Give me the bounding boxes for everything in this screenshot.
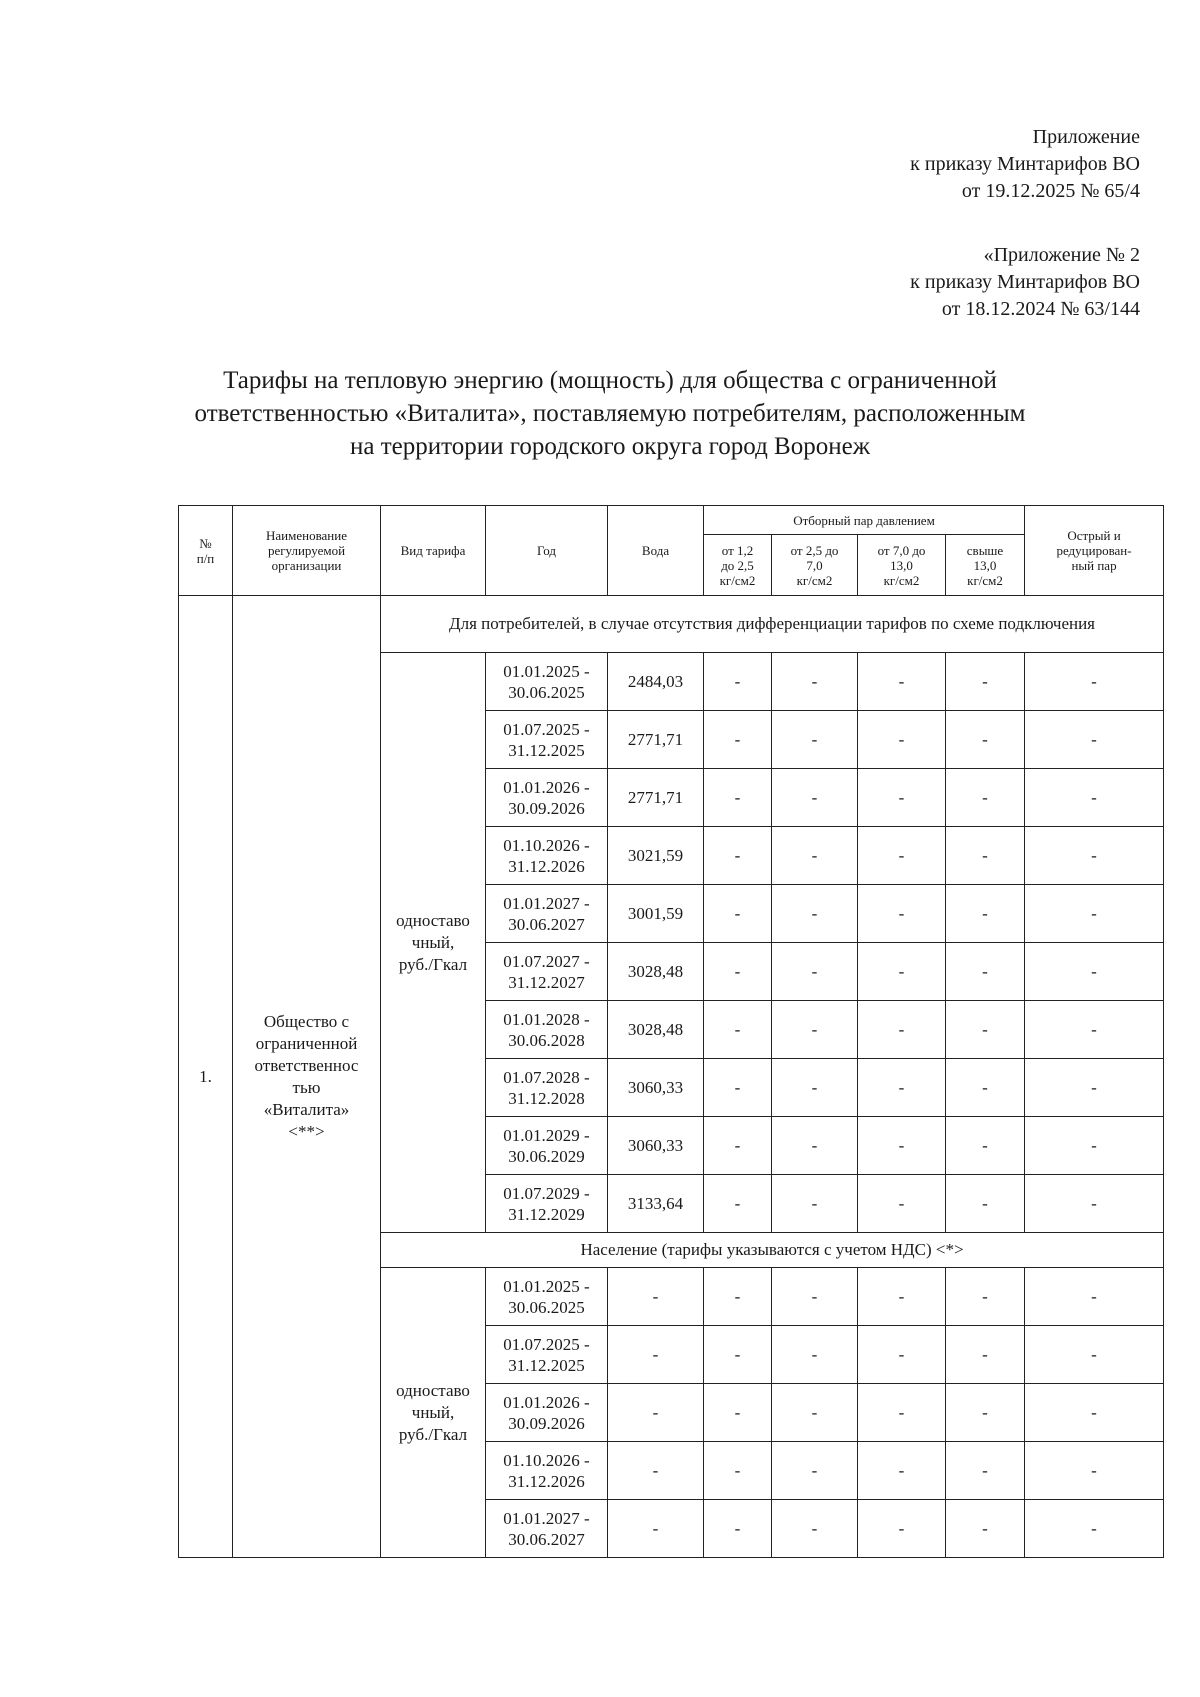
steam-tariff-cell: - [858, 1268, 946, 1326]
period-cell: 01.01.2025 - 30.06.2025 [486, 653, 608, 711]
steam-tariff-cell: - [946, 943, 1025, 1001]
steam-tariff-cell: - [1025, 885, 1164, 943]
steam-tariff-cell: - [1025, 827, 1164, 885]
steam-tariff-cell: - [946, 827, 1025, 885]
steam-tariff-cell: - [858, 1175, 946, 1233]
appendix-line: от 18.12.2024 № 63/144 [941, 298, 1140, 320]
steam-tariff-cell: - [772, 1268, 858, 1326]
steam-tariff-cell: - [704, 653, 772, 711]
period-cell: 01.01.2027 - 30.06.2027 [486, 1500, 608, 1558]
steam-tariff-cell: - [704, 1268, 772, 1326]
steam-tariff-cell: - [772, 711, 858, 769]
period-cell: 01.07.2029 - 31.12.2029 [486, 1175, 608, 1233]
steam-tariff-cell: - [858, 1117, 946, 1175]
steam-tariff-cell: - [772, 1059, 858, 1117]
organization-name: Общество с ограниченной ответственнос тью «Виталита» <**> [233, 596, 381, 1558]
steam-tariff-cell: - [772, 827, 858, 885]
water-tariff-cell: 3021,59 [608, 827, 704, 885]
steam-tariff-cell: - [772, 1442, 858, 1500]
appendix-reference-current [910, 124, 1140, 205]
appendix-reference-original [910, 242, 1140, 323]
steam-tariff-cell: - [1025, 1001, 1164, 1059]
title-line: на территории городского округа город Воронеж [350, 433, 870, 460]
steam-tariff-cell: - [704, 943, 772, 1001]
steam-tariff-cell: - [1025, 1442, 1164, 1500]
water-tariff-cell: 2484,03 [608, 653, 704, 711]
steam-tariff-cell: - [704, 1500, 772, 1558]
steam-tariff-cell: - [1025, 653, 1164, 711]
steam-tariff-cell: - [946, 1442, 1025, 1500]
steam-tariff-cell: - [946, 1059, 1025, 1117]
water-tariff-cell: - [608, 1326, 704, 1384]
water-tariff-cell: 2771,71 [608, 711, 704, 769]
steam-tariff-cell: - [704, 1059, 772, 1117]
steam-tariff-cell: - [772, 1384, 858, 1442]
table-body [179, 596, 1164, 1558]
steam-tariff-cell: - [704, 1117, 772, 1175]
water-tariff-cell: - [608, 1384, 704, 1442]
water-tariff-cell: 3028,48 [608, 1001, 704, 1059]
steam-tariff-cell: - [704, 1384, 772, 1442]
steam-tariff-cell: - [1025, 711, 1164, 769]
steam-tariff-cell: - [858, 827, 946, 885]
steam-tariff-cell: - [858, 1001, 946, 1059]
period-cell: 01.01.2029 - 30.06.2029 [486, 1117, 608, 1175]
steam-tariff-cell: - [946, 711, 1025, 769]
steam-tariff-cell: - [946, 1384, 1025, 1442]
header-sharp-steam: Острый и редуцирован- ный пар [1025, 506, 1164, 596]
appendix-line: к приказу Минтарифов ВО [910, 271, 1140, 293]
period-cell: 01.01.2027 - 30.06.2027 [486, 885, 608, 943]
steam-tariff-cell: - [704, 769, 772, 827]
period-cell: 01.10.2026 - 31.12.2026 [486, 827, 608, 885]
period-cell: 01.01.2026 - 30.09.2026 [486, 1384, 608, 1442]
steam-tariff-cell: - [1025, 1059, 1164, 1117]
table-header [179, 506, 1164, 596]
steam-tariff-cell: - [858, 1326, 946, 1384]
steam-tariff-cell: - [704, 885, 772, 943]
steam-tariff-cell: - [946, 1326, 1025, 1384]
steam-tariff-cell: - [946, 1001, 1025, 1059]
tariff-kind: одноставо чный, руб./Гкал [381, 653, 486, 1233]
steam-tariff-cell: - [1025, 1117, 1164, 1175]
water-tariff-cell: 3060,33 [608, 1117, 704, 1175]
period-cell: 01.01.2028 - 30.06.2028 [486, 1001, 608, 1059]
water-tariff-cell: - [608, 1442, 704, 1500]
steam-tariff-cell: - [772, 653, 858, 711]
water-tariff-cell: 3001,59 [608, 885, 704, 943]
row-number: 1. [179, 596, 233, 1558]
steam-tariff-cell: - [858, 1059, 946, 1117]
appendix-line: к приказу Минтарифов ВО [910, 153, 1140, 175]
steam-tariff-cell: - [772, 943, 858, 1001]
section-heading: Население (тарифы указываются с учетом НДС) <*> [381, 1233, 1164, 1268]
steam-tariff-cell: - [946, 1500, 1025, 1558]
period-cell: 01.07.2027 - 31.12.2027 [486, 943, 608, 1001]
header-steam-4: свыше 13,0 кг/см2 [946, 535, 1025, 596]
steam-tariff-cell: - [1025, 1500, 1164, 1558]
period-cell: 01.07.2025 - 31.12.2025 [486, 1326, 608, 1384]
steam-tariff-cell: - [946, 769, 1025, 827]
water-tariff-cell: 2771,71 [608, 769, 704, 827]
steam-tariff-cell: - [772, 1117, 858, 1175]
steam-tariff-cell: - [946, 653, 1025, 711]
steam-tariff-cell: - [946, 1117, 1025, 1175]
title-line: Тарифы на тепловую энергию (мощность) для общества с ограниченной [223, 367, 997, 394]
steam-tariff-cell: - [946, 885, 1025, 943]
steam-tariff-cell: - [946, 1268, 1025, 1326]
period-cell: 01.01.2026 - 30.09.2026 [486, 769, 608, 827]
header-steam-group: Отборный пар давлением [704, 506, 1025, 535]
water-tariff-cell: 3028,48 [608, 943, 704, 1001]
steam-tariff-cell: - [772, 1326, 858, 1384]
steam-tariff-cell: - [704, 1001, 772, 1059]
header-steam-2: от 2,5 до 7,0 кг/см2 [772, 535, 858, 596]
steam-tariff-cell: - [858, 711, 946, 769]
steam-tariff-cell: - [946, 1175, 1025, 1233]
steam-tariff-cell: - [1025, 943, 1164, 1001]
steam-tariff-cell: - [1025, 1384, 1164, 1442]
tariff-table [178, 505, 1164, 1558]
appendix-line: «Приложение № 2 [983, 244, 1140, 266]
period-cell: 01.07.2025 - 31.12.2025 [486, 711, 608, 769]
header-steam-1: от 1,2 до 2,5 кг/см2 [704, 535, 772, 596]
steam-tariff-cell: - [1025, 1175, 1164, 1233]
header-organization: Наименование регулируемой организации [233, 506, 381, 596]
appendix-line: Приложение [1032, 126, 1140, 148]
steam-tariff-cell: - [772, 885, 858, 943]
steam-tariff-cell: - [1025, 1268, 1164, 1326]
period-cell: 01.01.2025 - 30.06.2025 [486, 1268, 608, 1326]
steam-tariff-cell: - [704, 1326, 772, 1384]
period-cell: 01.10.2026 - 31.12.2026 [486, 1442, 608, 1500]
water-tariff-cell: - [608, 1500, 704, 1558]
steam-tariff-cell: - [858, 769, 946, 827]
steam-tariff-cell: - [858, 1500, 946, 1558]
steam-tariff-cell: - [858, 653, 946, 711]
header-steam-3: от 7,0 до 13,0 кг/см2 [858, 535, 946, 596]
document-title [130, 364, 1090, 463]
steam-tariff-cell: - [858, 1384, 946, 1442]
steam-tariff-cell: - [1025, 1326, 1164, 1384]
header-year: Год [486, 506, 608, 596]
steam-tariff-cell: - [704, 1442, 772, 1500]
section-heading: Для потребителей, в случае отсутствия дифференциации тарифов по схеме подключения [381, 596, 1164, 653]
header-tariff-kind: Вид тарифа [381, 506, 486, 596]
header-number: № п/п [179, 506, 233, 596]
period-cell: 01.07.2028 - 31.12.2028 [486, 1059, 608, 1117]
steam-tariff-cell: - [772, 769, 858, 827]
water-tariff-cell: - [608, 1268, 704, 1326]
water-tariff-cell: 3133,64 [608, 1175, 704, 1233]
steam-tariff-cell: - [704, 827, 772, 885]
steam-tariff-cell: - [704, 1175, 772, 1233]
steam-tariff-cell: - [858, 1442, 946, 1500]
steam-tariff-cell: - [858, 885, 946, 943]
appendix-line: от 19.12.2025 № 65/4 [961, 180, 1140, 202]
steam-tariff-cell: - [858, 943, 946, 1001]
header-water: Вода [608, 506, 704, 596]
steam-tariff-cell: - [772, 1175, 858, 1233]
steam-tariff-cell: - [772, 1001, 858, 1059]
tariff-kind: одноставо чный, руб./Гкал [381, 1268, 486, 1558]
steam-tariff-cell: - [772, 1500, 858, 1558]
title-line: ответственностью «Виталита», поставляемую потребителям, расположенным [194, 400, 1026, 427]
water-tariff-cell: 3060,33 [608, 1059, 704, 1117]
steam-tariff-cell: - [704, 711, 772, 769]
steam-tariff-cell: - [1025, 769, 1164, 827]
